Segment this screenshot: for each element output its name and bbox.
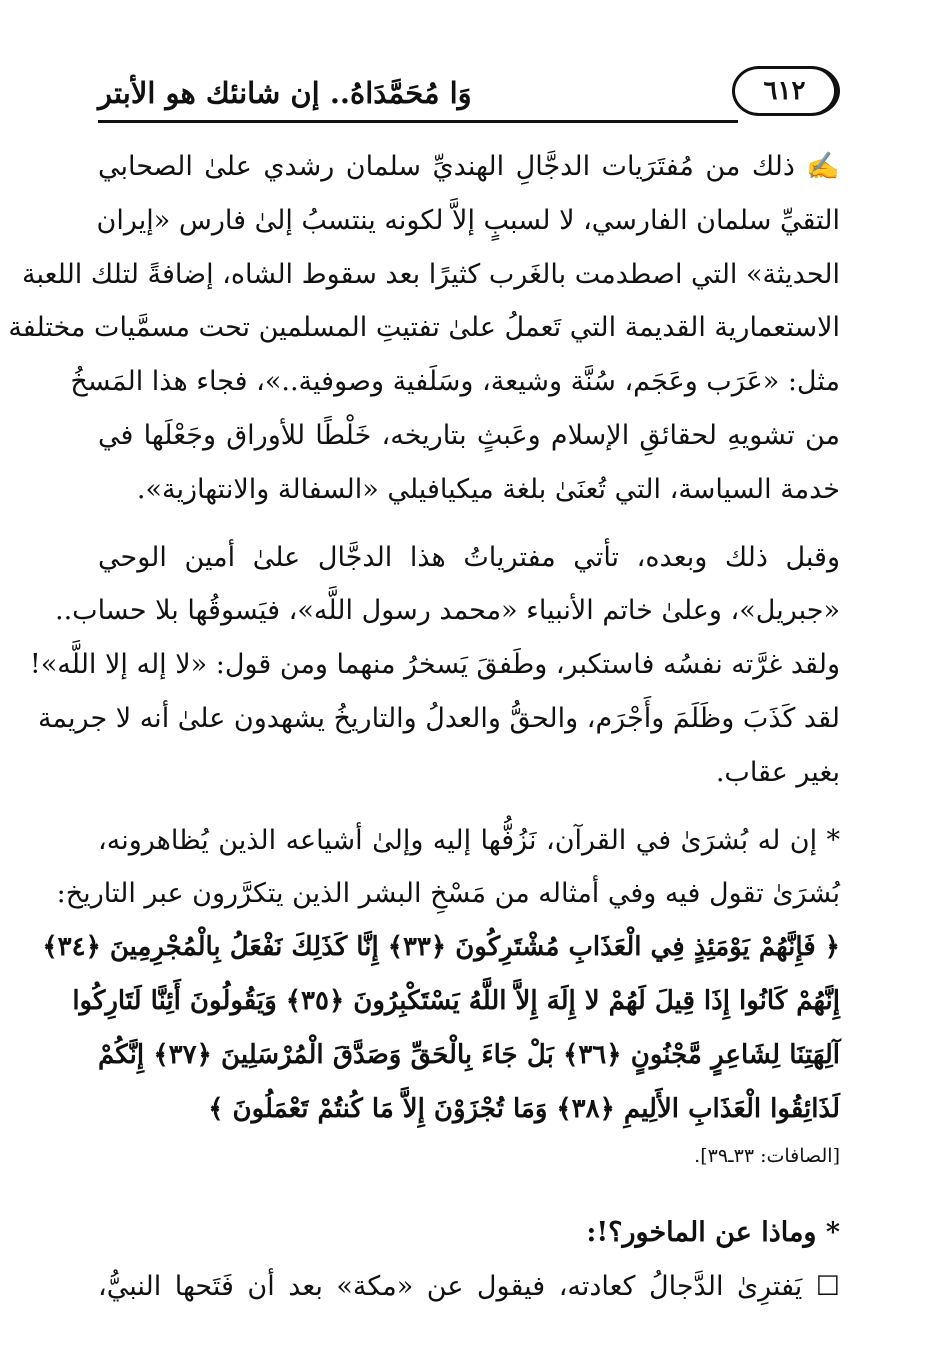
paragraph-3 <box>56 814 840 922</box>
text-line: التقيِّ سلمان الفارسي، لا لسببٍ إلاَّ لكونه ينتسبُ إلىٰ فارس «إيران <box>96 204 840 236</box>
text-line: ولقد غرَّته نفسُه فاستكبر، وطَفقَ يَسخرُ منهما ومن قول: «لا إله إلا اللَّه»! <box>29 649 840 681</box>
header-rule <box>98 120 738 123</box>
text-line: بُشرَىٰ تقول فيه وفي أمثاله من مَسْخِ البشر الذين يتكرَّرون عبر التاريخ: <box>56 878 840 910</box>
section <box>98 1206 840 1314</box>
verse-line: ﴿ فَإِنَّهُمْ يَوْمَئِذٍ فِي الْعَذَابِ مُشْتَرِكُونَ ﴿٣٣﴾ إِنَّا كَذَلِكَ نَفْعَلُ بِالْمُجْرِمِينَ ﴿٣٤﴾ <box>42 932 840 963</box>
page-number-badge: ٦١٢ <box>732 66 840 116</box>
text-line: وقبل ذلك وبعده، تأتي مفترياتُ هذا الدجَّال علىٰ أمين الوحي <box>98 541 840 573</box>
text-line: خدمة السياسة، التي تُعنَىٰ بلغة ميكيافيلي «السفالة والانتهازية». <box>136 473 840 505</box>
text-line: مثل: «عَرَب وعَجَم، سُنَّة وشيعة، وسَلَفية وصوفية..»، فجاء هذا المَسخُ <box>70 366 840 398</box>
page-body <box>8 140 840 1314</box>
verse-line: إِنَّهُمْ كَانُوا إِذَا قِيلَ لَهُمْ لا إِلَهَ إِلاَّ اللَّهُ يَسْتَكْبِرُونَ ﴿٣٥﴾ وَيَقُولُونَ أَئِنَّا لَتَارِكُوا <box>72 985 840 1016</box>
text-line: الحديثة» التي اصطدمت بالغَرب كثيرًا بعد سقوط الشاه، إضافةً لتلك اللعبة <box>21 258 840 290</box>
section-gap <box>98 1176 840 1206</box>
text-line: من تشويهِ لحقائقِ الإسلام وعَبثٍ بتاريخه، خَلْطًا للأوراق وجَعْلَها في <box>98 419 840 451</box>
text-line: * إن له بُشرَىٰ في القرآن، نَزُفُّها إليه وإلىٰ أشياعه الذين يُظاهرونه، <box>98 824 840 856</box>
paragraph-gap <box>98 800 840 814</box>
section-heading: * وماذا عن الماخور؟!: <box>586 1217 840 1249</box>
text-line: بغير عقاب. <box>715 756 840 788</box>
text-line: «جبريل»، وعلىٰ خاتم الأنبياء «محمد رسول اللَّه»، فيَسوقُها بلا حساب.. <box>55 595 840 627</box>
text-line: الاستعمارية القديمة التي تَعملُ علىٰ تفتيتِ المسلمين تحت مسمَّيات مختلفة <box>8 312 840 344</box>
verse-citation: [الصافات: ٣٣ـ٣٩]. <box>694 1145 840 1168</box>
paragraph-gap <box>98 517 840 531</box>
text-line: لقد كَذَبَ وظَلَمَ وأَجْرَم، والحقُّ والعدلُ والتاريخُ يشهدون علىٰ أنه لا جريمة <box>37 702 840 734</box>
verse-line: لَذَائِقُوا الْعَذَابِ الأَلِيمِ ﴿٣٨﴾ وَمَا تُجْزَوْنَ إِلاَّ مَا كُنتُمْ تَعْمَلُونَ ﴾ <box>208 1093 840 1124</box>
page-header <box>98 62 840 124</box>
paragraph-1 <box>8 140 840 517</box>
running-title: وَا مُحَمَّدَاهُ.. إن شانئك هو الأبتر <box>98 76 472 110</box>
verse-line: آلِهَتِنَا لِشَاعِرٍ مَّجْنُونٍ ﴿٣٦﴾ بَلْ جَاءَ بِالْحَقِّ وَصَدَّقَ الْمُرْسَلِينَ ﴿٣٧﴾ إِنَّكُمْ <box>98 1039 840 1070</box>
paragraph-2 <box>29 531 840 800</box>
text-line: ☐ يَفترِىٰ الدَّجالُ كعادته، فيقول عن «مكة» بعد أن فَتَحها النبيُّ، <box>98 1271 840 1303</box>
text-line: ✍ ذلك من مُفتَرَيات الدجَّالِ الهنديِّ سلمان رشدي علىٰ الصحابي <box>98 151 840 182</box>
quran-verses <box>42 921 840 1136</box>
